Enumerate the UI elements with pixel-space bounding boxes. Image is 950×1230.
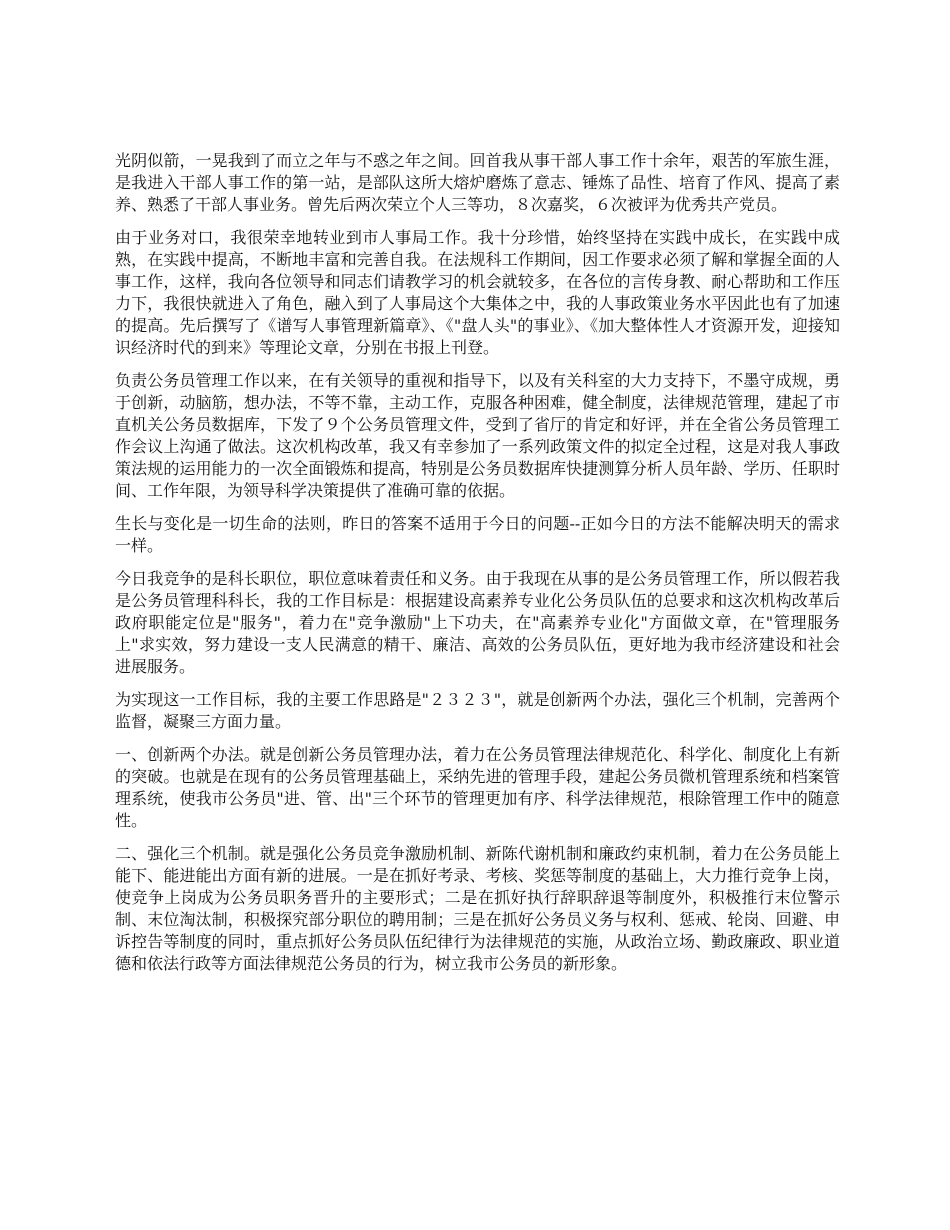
paragraph-7: 一、创新两个办法。就是创新公务员管理办法，着力在公务员管理法律规范化、科学化、制度化上有新的突破。也就是在现有的公务员管理基础上，采纳先进的管理手段，建起公务员微机管理系统和档案管理系统，使我市公务员"进、管、出"三个环节的管理更加有序、科学法律规范，根除管理工作中的随意性。	[115, 745, 840, 830]
document-body	[115, 150, 840, 986]
paragraph-5: 今日我竞争的是科长职位，职位意味着责任和义务。由于我现在从事的是公务员管理工作，所以假若我是公务员管理科科长，我的工作目标是：根据建设高素养专业化公务员队伍的总要求和这次机构改革后政府职能定位是"服务"，着力在"竞争激励"上下功夫，在"高素养专业化"方面做文章，在"管理服务上"求实效，努力建设一支人民满意的精干、廉洁、高效的公务员队伍，更好地为我市经济建设和社会进展服务。	[115, 569, 840, 676]
paragraph-8: 二、强化三个机制。就是强化公务员竞争激励机制、新陈代谢机制和廉政约束机制，着力在公务员能上能下、能进能出方面有新的进展。一是在抓好考录、考核、奖惩等制度的基础上，大力推行竞争上岗，使竞争上岗成为公务员职务晋升的主要形式；二是在抓好执行辞职辞退等制度外，积极推行末位警示制、末位淘汰制，积极探究部分职位的聘用制；三是在抓好公务员义务与权利、惩戒、轮岗、回避、申诉控告等制度的同时，重点抓好公务员队伍纪律行为法律规范的实施，从政治立场、勤政廉政、职业道德和依法行政等方面法律规范公务员的行为，树立我市公务员的新形象。	[115, 844, 840, 973]
paragraph-1: 光阴似箭，一晃我到了而立之年与不惑之年之间。回首我从事干部人事工作十余年，艰苦的军旅生涯，是我进入干部人事工作的第一站，是部队这所大熔炉磨炼了意志、锤炼了品性、培育了作风、提高了素养、熟悉了干部人事业务。曾先后两次荣立个人三等功，８次嘉奖，６次被评为优秀共产党员。	[115, 151, 840, 214]
paragraph-3: 负责公务员管理工作以来，在有关领导的重视和指导下，以及有关科室的大力支持下，不墨守成规，勇于创新，动脑筋，想办法，不等不靠，主动工作，克服各种困难，健全制度，法律规范管理，建起了市直机关公务员数据库，下发了９个公务员管理文件，受到了省厅的肯定和好评，并在全省公务员管理工作会议上沟通了做法。这次机构改革，我又有幸参加了一系列政策文件的拟定全过程，这是对我人事政策法规的运用能力的一次全面锻炼和提高，特别是公务员数据库快捷测算分析人员年龄、学历、任职时间、工作年限，为领导科学决策提供了准确可靠的依据。	[115, 371, 840, 500]
paragraph-6: 为实现这一工作目标，我的主要工作思路是"２３２３"，就是创新两个办法，强化三个机制，完善两个监督，凝聚三方面力量。	[115, 690, 840, 731]
paragraph-4: 生长与变化是一切生命的法则，昨日的答案不适用于今日的问题--正如今日的方法不能解决明天的需求一样。	[115, 514, 840, 555]
paragraph-2: 由于业务对口，我很荣幸地转业到市人事局工作。我十分珍惜，始终坚持在实践中成长，在实践中成熟，在实践中提高，不断地丰富和完善自我。在法规科工作期间，因工作要求必须了解和掌握全面的人事工作，这样，我向各位领导和同志们请教学习的机会就较多，在各位的言传身教、耐心帮助和工作压力下，我很快就进入了角色，融入到了人事局这个大集体之中，我的人事政策业务水平因此也有了加速的提高。先后撰写了《谱写人事管理新篇章》、《"盘人头"的事业》、《加大整体性人才资源开发，迎接知识经济时代的到来》等理论文章，分别在书报上刊登。	[115, 228, 840, 357]
